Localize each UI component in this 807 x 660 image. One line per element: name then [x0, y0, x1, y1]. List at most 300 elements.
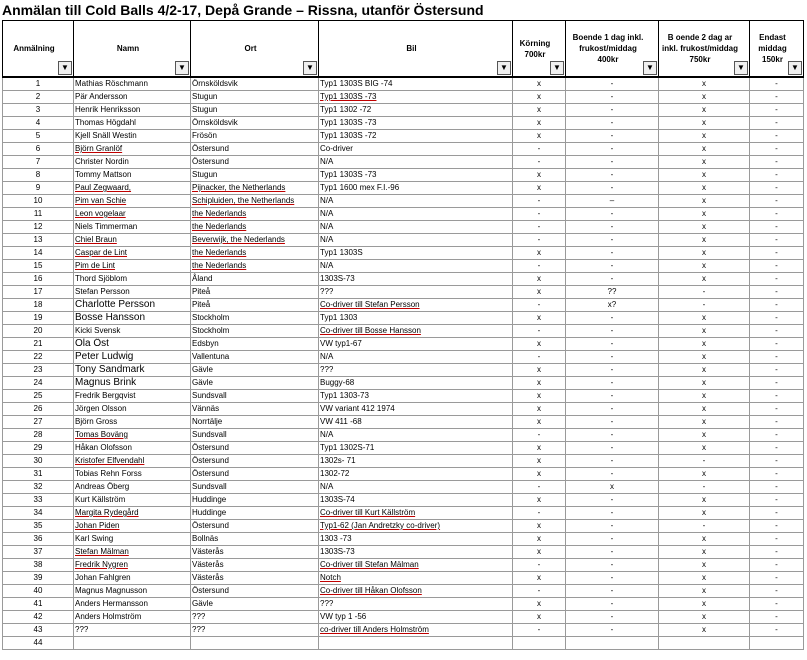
cell-boende-2-dagar[interactable]: x	[659, 390, 750, 403]
cell-ort[interactable]: ???	[191, 624, 319, 637]
cell-korning[interactable]: x	[513, 533, 566, 546]
cell-endast-middag[interactable]: -	[750, 481, 804, 494]
cell-endast-middag[interactable]: -	[750, 299, 804, 312]
cell-namn[interactable]: Stefan Mälman	[74, 546, 191, 559]
cell-anmalning[interactable]: 4	[3, 117, 74, 130]
cell-korning[interactable]: x	[513, 182, 566, 195]
cell-ort[interactable]: Stockholm	[191, 325, 319, 338]
cell-ort[interactable]: Gävle	[191, 598, 319, 611]
filter-dropdown-button[interactable]: ▼	[550, 61, 564, 75]
cell-anmalning[interactable]: 43	[3, 624, 74, 637]
cell-anmalning[interactable]: 12	[3, 221, 74, 234]
cell-korning[interactable]: -	[513, 481, 566, 494]
cell-ort[interactable]: Östersund	[191, 455, 319, 468]
cell-boende-2-dagar[interactable]: x	[659, 377, 750, 390]
cell-endast-middag[interactable]: -	[750, 77, 804, 91]
cell-korning[interactable]: -	[513, 208, 566, 221]
cell-ort[interactable]: Gävle	[191, 364, 319, 377]
cell-boende-2-dagar[interactable]: -	[659, 481, 750, 494]
cell-bil[interactable]: VW variant 412 1974	[319, 403, 513, 416]
cell-korning[interactable]: -	[513, 260, 566, 273]
cell-ort[interactable]: Stugun	[191, 91, 319, 104]
cell-anmalning[interactable]: 28	[3, 429, 74, 442]
cell-bil[interactable]: Co-driver till Kurt Källström	[319, 507, 513, 520]
cell-bil[interactable]: Typ1 1303S BIG -74	[319, 77, 513, 91]
cell-anmalning[interactable]: 5	[3, 130, 74, 143]
cell-boende-1-dag[interactable]: -	[566, 585, 659, 598]
cell-anmalning[interactable]: 38	[3, 559, 74, 572]
filter-dropdown-button[interactable]: ▼	[788, 61, 802, 75]
cell-endast-middag[interactable]: -	[750, 559, 804, 572]
cell-ort[interactable]: Schipluiden, the Netherlands	[191, 195, 319, 208]
cell-ort[interactable]: the Nederlands	[191, 221, 319, 234]
cell-namn[interactable]: Leon vogelaar	[74, 208, 191, 221]
cell-korning[interactable]: x	[513, 390, 566, 403]
cell-boende-1-dag[interactable]: -	[566, 611, 659, 624]
cell-ort[interactable]: Huddinge	[191, 507, 319, 520]
cell-korning[interactable]	[513, 637, 566, 650]
cell-bil[interactable]: Co-driver till Håkan Olofsson	[319, 585, 513, 598]
cell-korning[interactable]: x	[513, 104, 566, 117]
cell-korning[interactable]: x	[513, 468, 566, 481]
cell-ort[interactable]: Stugun	[191, 169, 319, 182]
cell-boende-1-dag[interactable]: -	[566, 572, 659, 585]
cell-endast-middag[interactable]: -	[750, 455, 804, 468]
cell-boende-2-dagar[interactable]: x	[659, 611, 750, 624]
cell-boende-2-dagar[interactable]: x	[659, 416, 750, 429]
cell-ort[interactable]: Beverwijk, the Nederlands	[191, 234, 319, 247]
cell-bil[interactable]: Typ1-62 (Jan Andretzky co-driver)	[319, 520, 513, 533]
cell-bil[interactable]: N/A	[319, 195, 513, 208]
cell-boende-2-dagar[interactable]: x	[659, 429, 750, 442]
cell-boende-1-dag[interactable]: -	[566, 468, 659, 481]
cell-anmalning[interactable]: 18	[3, 299, 74, 312]
cell-boende-1-dag[interactable]: -	[566, 429, 659, 442]
filter-dropdown-button[interactable]: ▼	[303, 61, 317, 75]
cell-ort[interactable]: Östersund	[191, 468, 319, 481]
cell-ort[interactable]: Östersund	[191, 156, 319, 169]
cell-namn[interactable]: Thomas Högdahl	[74, 117, 191, 130]
cell-boende-2-dagar[interactable]: x	[659, 442, 750, 455]
cell-boende-2-dagar[interactable]: x	[659, 143, 750, 156]
cell-bil[interactable]: N/A	[319, 156, 513, 169]
cell-korning[interactable]: x	[513, 130, 566, 143]
cell-boende-1-dag[interactable]: -	[566, 598, 659, 611]
cell-namn[interactable]: Tommy Mattson	[74, 169, 191, 182]
cell-boende-2-dagar[interactable]: x	[659, 364, 750, 377]
cell-endast-middag[interactable]: -	[750, 247, 804, 260]
cell-boende-1-dag[interactable]: -	[566, 455, 659, 468]
cell-boende-1-dag[interactable]: -	[566, 312, 659, 325]
cell-endast-middag[interactable]: -	[750, 273, 804, 286]
cell-korning[interactable]: -	[513, 429, 566, 442]
cell-namn[interactable]: Tobias Rehn Forss	[74, 468, 191, 481]
cell-korning[interactable]: x	[513, 455, 566, 468]
cell-anmalning[interactable]: 11	[3, 208, 74, 221]
cell-boende-1-dag[interactable]: -	[566, 559, 659, 572]
cell-namn[interactable]: Tony Sandmark	[74, 364, 191, 377]
cell-boende-1-dag[interactable]: -	[566, 325, 659, 338]
cell-bil[interactable]: N/A	[319, 481, 513, 494]
cell-boende-2-dagar[interactable]: x	[659, 624, 750, 637]
cell-anmalning[interactable]: 14	[3, 247, 74, 260]
cell-namn[interactable]: Anders Hermansson	[74, 598, 191, 611]
cell-namn[interactable]: Fredrik Nygren	[74, 559, 191, 572]
cell-anmalning[interactable]: 15	[3, 260, 74, 273]
cell-bil[interactable]: Typ1 1303S -73	[319, 117, 513, 130]
cell-namn[interactable]: Chiel Braun	[74, 234, 191, 247]
cell-boende-2-dagar[interactable]	[659, 637, 750, 650]
cell-boende-2-dagar[interactable]: x	[659, 247, 750, 260]
cell-boende-1-dag[interactable]: x?	[566, 299, 659, 312]
cell-endast-middag[interactable]: -	[750, 611, 804, 624]
cell-boende-1-dag[interactable]: –	[566, 195, 659, 208]
cell-anmalning[interactable]: 16	[3, 273, 74, 286]
cell-anmalning[interactable]: 29	[3, 442, 74, 455]
cell-anmalning[interactable]: 21	[3, 338, 74, 351]
cell-anmalning[interactable]: 27	[3, 416, 74, 429]
cell-boende-2-dagar[interactable]: x	[659, 351, 750, 364]
cell-boende-1-dag[interactable]	[566, 637, 659, 650]
cell-korning[interactable]: x	[513, 77, 566, 91]
cell-bil[interactable]: N/A	[319, 208, 513, 221]
cell-ort[interactable]: Östersund	[191, 520, 319, 533]
cell-boende-2-dagar[interactable]: x	[659, 598, 750, 611]
cell-namn[interactable]: Kicki Svensk	[74, 325, 191, 338]
cell-boende-1-dag[interactable]: -	[566, 169, 659, 182]
cell-bil[interactable]: Co-driver till Stefan Mälman	[319, 559, 513, 572]
cell-namn[interactable]: Andreas Öberg	[74, 481, 191, 494]
cell-korning[interactable]: x	[513, 273, 566, 286]
cell-boende-2-dagar[interactable]: x	[659, 234, 750, 247]
cell-boende-1-dag[interactable]: -	[566, 364, 659, 377]
cell-boende-2-dagar[interactable]: x	[659, 273, 750, 286]
cell-boende-2-dagar[interactable]: x	[659, 182, 750, 195]
cell-boende-1-dag[interactable]: -	[566, 533, 659, 546]
cell-endast-middag[interactable]: -	[750, 598, 804, 611]
cell-bil[interactable]: Buggy-68	[319, 377, 513, 390]
cell-boende-1-dag[interactable]: -	[566, 208, 659, 221]
cell-namn[interactable]: Thord Sjöblom	[74, 273, 191, 286]
cell-korning[interactable]: x	[513, 247, 566, 260]
cell-endast-middag[interactable]: -	[750, 156, 804, 169]
cell-ort[interactable]: Gävle	[191, 377, 319, 390]
cell-korning[interactable]: -	[513, 195, 566, 208]
cell-boende-1-dag[interactable]: -	[566, 351, 659, 364]
cell-bil[interactable]: Co-driver till Stefan Persson	[319, 299, 513, 312]
cell-boende-1-dag[interactable]: -	[566, 416, 659, 429]
cell-anmalning[interactable]: 35	[3, 520, 74, 533]
cell-boende-2-dagar[interactable]: x	[659, 338, 750, 351]
cell-boende-2-dagar[interactable]: x	[659, 559, 750, 572]
cell-namn[interactable]: Pim van Schie	[74, 195, 191, 208]
cell-namn[interactable]: Niels Timmerman	[74, 221, 191, 234]
cell-anmalning[interactable]: 33	[3, 494, 74, 507]
cell-boende-2-dagar[interactable]: x	[659, 156, 750, 169]
cell-namn[interactable]: Margita Rydegård	[74, 507, 191, 520]
cell-ort[interactable]: Sundsvall	[191, 429, 319, 442]
cell-boende-2-dagar[interactable]: -	[659, 520, 750, 533]
cell-bil[interactable]: N/A	[319, 260, 513, 273]
cell-namn[interactable]: Kjell Snäll Westin	[74, 130, 191, 143]
cell-ort[interactable]: Frösön	[191, 130, 319, 143]
cell-boende-1-dag[interactable]: -	[566, 91, 659, 104]
cell-korning[interactable]: -	[513, 221, 566, 234]
cell-namn[interactable]: Johan Fahlgren	[74, 572, 191, 585]
cell-ort[interactable]: the Nederlands	[191, 260, 319, 273]
cell-namn[interactable]: Pär Andersson	[74, 91, 191, 104]
cell-boende-2-dagar[interactable]: x	[659, 221, 750, 234]
cell-namn[interactable]: Peter Ludwig	[74, 351, 191, 364]
cell-endast-middag[interactable]: -	[750, 208, 804, 221]
cell-anmalning[interactable]: 22	[3, 351, 74, 364]
cell-bil[interactable]: N/A	[319, 234, 513, 247]
cell-bil[interactable]: Typ1 1303S -73	[319, 169, 513, 182]
cell-endast-middag[interactable]: -	[750, 234, 804, 247]
cell-boende-1-dag[interactable]: -	[566, 624, 659, 637]
cell-boende-1-dag[interactable]: -	[566, 130, 659, 143]
cell-ort[interactable]: Örnsköldsvik	[191, 117, 319, 130]
cell-namn[interactable]: Jörgen Olsson	[74, 403, 191, 416]
cell-boende-1-dag[interactable]: -	[566, 260, 659, 273]
cell-ort[interactable]: Stockholm	[191, 312, 319, 325]
cell-boende-1-dag[interactable]: -	[566, 143, 659, 156]
cell-anmalning[interactable]: 8	[3, 169, 74, 182]
cell-boende-2-dagar[interactable]: -	[659, 299, 750, 312]
cell-ort[interactable]: Östersund	[191, 585, 319, 598]
cell-ort[interactable]: Sundsvall	[191, 390, 319, 403]
cell-bil[interactable]: Notch	[319, 572, 513, 585]
cell-boende-2-dagar[interactable]: x	[659, 169, 750, 182]
cell-anmalning[interactable]: 13	[3, 234, 74, 247]
cell-boende-2-dagar[interactable]: -	[659, 286, 750, 299]
cell-korning[interactable]: x	[513, 312, 566, 325]
cell-endast-middag[interactable]: -	[750, 533, 804, 546]
cell-anmalning[interactable]: 19	[3, 312, 74, 325]
filter-dropdown-button[interactable]: ▼	[734, 61, 748, 75]
cell-anmalning[interactable]: 39	[3, 572, 74, 585]
cell-boende-1-dag[interactable]: -	[566, 234, 659, 247]
cell-anmalning[interactable]: 36	[3, 533, 74, 546]
cell-korning[interactable]: x	[513, 91, 566, 104]
cell-boende-1-dag[interactable]: -	[566, 182, 659, 195]
cell-boende-2-dagar[interactable]: x	[659, 494, 750, 507]
cell-korning[interactable]: x	[513, 338, 566, 351]
cell-ort[interactable]: Huddinge	[191, 494, 319, 507]
cell-anmalning[interactable]: 10	[3, 195, 74, 208]
cell-anmalning[interactable]: 44	[3, 637, 74, 650]
cell-endast-middag[interactable]: -	[750, 507, 804, 520]
cell-namn[interactable]: Karl Swing	[74, 533, 191, 546]
cell-korning[interactable]: -	[513, 234, 566, 247]
cell-boende-1-dag[interactable]: -	[566, 338, 659, 351]
cell-bil[interactable]: VW typ1-67	[319, 338, 513, 351]
cell-bil[interactable]: ???	[319, 364, 513, 377]
cell-endast-middag[interactable]: -	[750, 494, 804, 507]
cell-endast-middag[interactable]: -	[750, 195, 804, 208]
cell-korning[interactable]: -	[513, 585, 566, 598]
cell-boende-1-dag[interactable]: -	[566, 221, 659, 234]
cell-boende-1-dag[interactable]: -	[566, 390, 659, 403]
cell-boende-1-dag[interactable]: -	[566, 546, 659, 559]
cell-endast-middag[interactable]: -	[750, 104, 804, 117]
cell-ort[interactable]: Åland	[191, 273, 319, 286]
cell-endast-middag[interactable]: -	[750, 429, 804, 442]
cell-namn[interactable]: Björn Granlöf	[74, 143, 191, 156]
cell-korning[interactable]: -	[513, 325, 566, 338]
cell-namn[interactable]: Bosse Hansson	[74, 312, 191, 325]
cell-ort[interactable]: Stugun	[191, 104, 319, 117]
cell-korning[interactable]: -	[513, 507, 566, 520]
cell-boende-1-dag[interactable]: ??	[566, 286, 659, 299]
cell-endast-middag[interactable]: -	[750, 390, 804, 403]
cell-namn[interactable]: Anders Holmström	[74, 611, 191, 624]
cell-ort[interactable]: Pijnacker, the Netherlands	[191, 182, 319, 195]
cell-boende-2-dagar[interactable]: x	[659, 585, 750, 598]
cell-boende-1-dag[interactable]: x	[566, 481, 659, 494]
cell-bil[interactable]: N/A	[319, 221, 513, 234]
cell-korning[interactable]: x	[513, 169, 566, 182]
cell-namn[interactable]: Ola Öst	[74, 338, 191, 351]
cell-boende-1-dag[interactable]: -	[566, 273, 659, 286]
cell-boende-2-dagar[interactable]: x	[659, 117, 750, 130]
cell-boende-1-dag[interactable]: -	[566, 442, 659, 455]
cell-korning[interactable]: -	[513, 559, 566, 572]
cell-korning[interactable]: x	[513, 364, 566, 377]
cell-boende-2-dagar[interactable]: x	[659, 468, 750, 481]
filter-dropdown-button[interactable]: ▼	[497, 61, 511, 75]
cell-boende-2-dagar[interactable]: x	[659, 533, 750, 546]
cell-bil[interactable]: Typ1 1303S -72	[319, 130, 513, 143]
cell-namn[interactable]: Kristofer Elfvendahl	[74, 455, 191, 468]
cell-anmalning[interactable]: 41	[3, 598, 74, 611]
cell-bil[interactable]: ???	[319, 598, 513, 611]
cell-bil[interactable]: ???	[319, 286, 513, 299]
cell-korning[interactable]: x	[513, 286, 566, 299]
cell-namn[interactable]: Magnus Brink	[74, 377, 191, 390]
cell-ort[interactable]: Västerås	[191, 559, 319, 572]
cell-endast-middag[interactable]: -	[750, 403, 804, 416]
cell-anmalning[interactable]: 6	[3, 143, 74, 156]
cell-boende-1-dag[interactable]: -	[566, 494, 659, 507]
filter-dropdown-button[interactable]: ▼	[643, 61, 657, 75]
filter-dropdown-button[interactable]: ▼	[58, 61, 72, 75]
cell-endast-middag[interactable]: -	[750, 468, 804, 481]
cell-korning[interactable]: x	[513, 572, 566, 585]
cell-korning[interactable]: x	[513, 520, 566, 533]
cell-boende-2-dagar[interactable]: x	[659, 325, 750, 338]
cell-bil[interactable]: 1302s- 71	[319, 455, 513, 468]
cell-ort[interactable]: Norrtälje	[191, 416, 319, 429]
cell-bil[interactable]: VW 411 -68	[319, 416, 513, 429]
cell-endast-middag[interactable]: -	[750, 117, 804, 130]
cell-ort[interactable]: Piteå	[191, 299, 319, 312]
cell-endast-middag[interactable]: -	[750, 143, 804, 156]
cell-anmalning[interactable]: 20	[3, 325, 74, 338]
cell-bil[interactable]: Typ1 1303S -73	[319, 91, 513, 104]
cell-namn[interactable]: Paul Zegwaard,	[74, 182, 191, 195]
cell-namn[interactable]: Johan Piden	[74, 520, 191, 533]
cell-endast-middag[interactable]: -	[750, 130, 804, 143]
cell-ort[interactable]: Piteå	[191, 286, 319, 299]
cell-bil[interactable]: 1303S-73	[319, 273, 513, 286]
cell-ort[interactable]	[191, 637, 319, 650]
cell-boende-2-dagar[interactable]: x	[659, 104, 750, 117]
cell-boende-2-dagar[interactable]: x	[659, 260, 750, 273]
cell-anmalning[interactable]: 17	[3, 286, 74, 299]
cell-endast-middag[interactable]: -	[750, 260, 804, 273]
cell-boende-2-dagar[interactable]: x	[659, 195, 750, 208]
cell-boende-2-dagar[interactable]: x	[659, 403, 750, 416]
cell-boende-2-dagar[interactable]: x	[659, 77, 750, 91]
cell-bil[interactable]: co-driver till Anders Holmström	[319, 624, 513, 637]
cell-endast-middag[interactable]	[750, 637, 804, 650]
cell-endast-middag[interactable]: -	[750, 442, 804, 455]
cell-boende-2-dagar[interactable]: x	[659, 572, 750, 585]
cell-korning[interactable]: x	[513, 416, 566, 429]
cell-endast-middag[interactable]: -	[750, 338, 804, 351]
cell-namn[interactable]: Caspar de Lint	[74, 247, 191, 260]
cell-ort[interactable]: Östersund	[191, 143, 319, 156]
cell-anmalning[interactable]: 30	[3, 455, 74, 468]
cell-bil[interactable]: Co-driver	[319, 143, 513, 156]
cell-anmalning[interactable]: 32	[3, 481, 74, 494]
cell-bil[interactable]: N/A	[319, 429, 513, 442]
cell-endast-middag[interactable]: -	[750, 286, 804, 299]
cell-bil[interactable]: 1303S-74	[319, 494, 513, 507]
cell-namn[interactable]: Stefan Persson	[74, 286, 191, 299]
cell-korning[interactable]: x	[513, 598, 566, 611]
cell-endast-middag[interactable]: -	[750, 182, 804, 195]
cell-ort[interactable]: the Nederlands	[191, 208, 319, 221]
cell-boende-1-dag[interactable]: -	[566, 520, 659, 533]
cell-endast-middag[interactable]: -	[750, 520, 804, 533]
cell-boende-2-dagar[interactable]: x	[659, 546, 750, 559]
cell-boende-1-dag[interactable]: -	[566, 247, 659, 260]
cell-namn[interactable]: Tomas Boväng	[74, 429, 191, 442]
cell-anmalning[interactable]: 9	[3, 182, 74, 195]
cell-boende-2-dagar[interactable]: x	[659, 208, 750, 221]
cell-anmalning[interactable]: 34	[3, 507, 74, 520]
cell-boende-1-dag[interactable]: -	[566, 403, 659, 416]
cell-anmalning[interactable]: 1	[3, 77, 74, 91]
cell-korning[interactable]: x	[513, 403, 566, 416]
cell-ort[interactable]: Vallentuna	[191, 351, 319, 364]
cell-bil[interactable]: Typ1 1303	[319, 312, 513, 325]
cell-namn[interactable]: Håkan Olofsson	[74, 442, 191, 455]
cell-boende-1-dag[interactable]: -	[566, 104, 659, 117]
cell-endast-middag[interactable]: -	[750, 351, 804, 364]
cell-boende-1-dag[interactable]: -	[566, 117, 659, 130]
cell-anmalning[interactable]: 7	[3, 156, 74, 169]
cell-korning[interactable]: -	[513, 143, 566, 156]
cell-ort[interactable]: Östersund	[191, 442, 319, 455]
cell-endast-middag[interactable]: -	[750, 325, 804, 338]
cell-boende-2-dagar[interactable]: x	[659, 507, 750, 520]
cell-korning[interactable]: x	[513, 611, 566, 624]
cell-anmalning[interactable]: 42	[3, 611, 74, 624]
cell-korning[interactable]: x	[513, 377, 566, 390]
cell-korning[interactable]: x	[513, 117, 566, 130]
cell-namn[interactable]: Charlotte Persson	[74, 299, 191, 312]
cell-bil[interactable]: Typ1 1302S-71	[319, 442, 513, 455]
cell-endast-middag[interactable]: -	[750, 416, 804, 429]
cell-namn[interactable]: ???	[74, 624, 191, 637]
cell-boende-1-dag[interactable]: -	[566, 77, 659, 91]
cell-bil[interactable]: Typ1 1600 mex F.I.-96	[319, 182, 513, 195]
cell-korning[interactable]: -	[513, 156, 566, 169]
cell-boende-1-dag[interactable]: -	[566, 156, 659, 169]
